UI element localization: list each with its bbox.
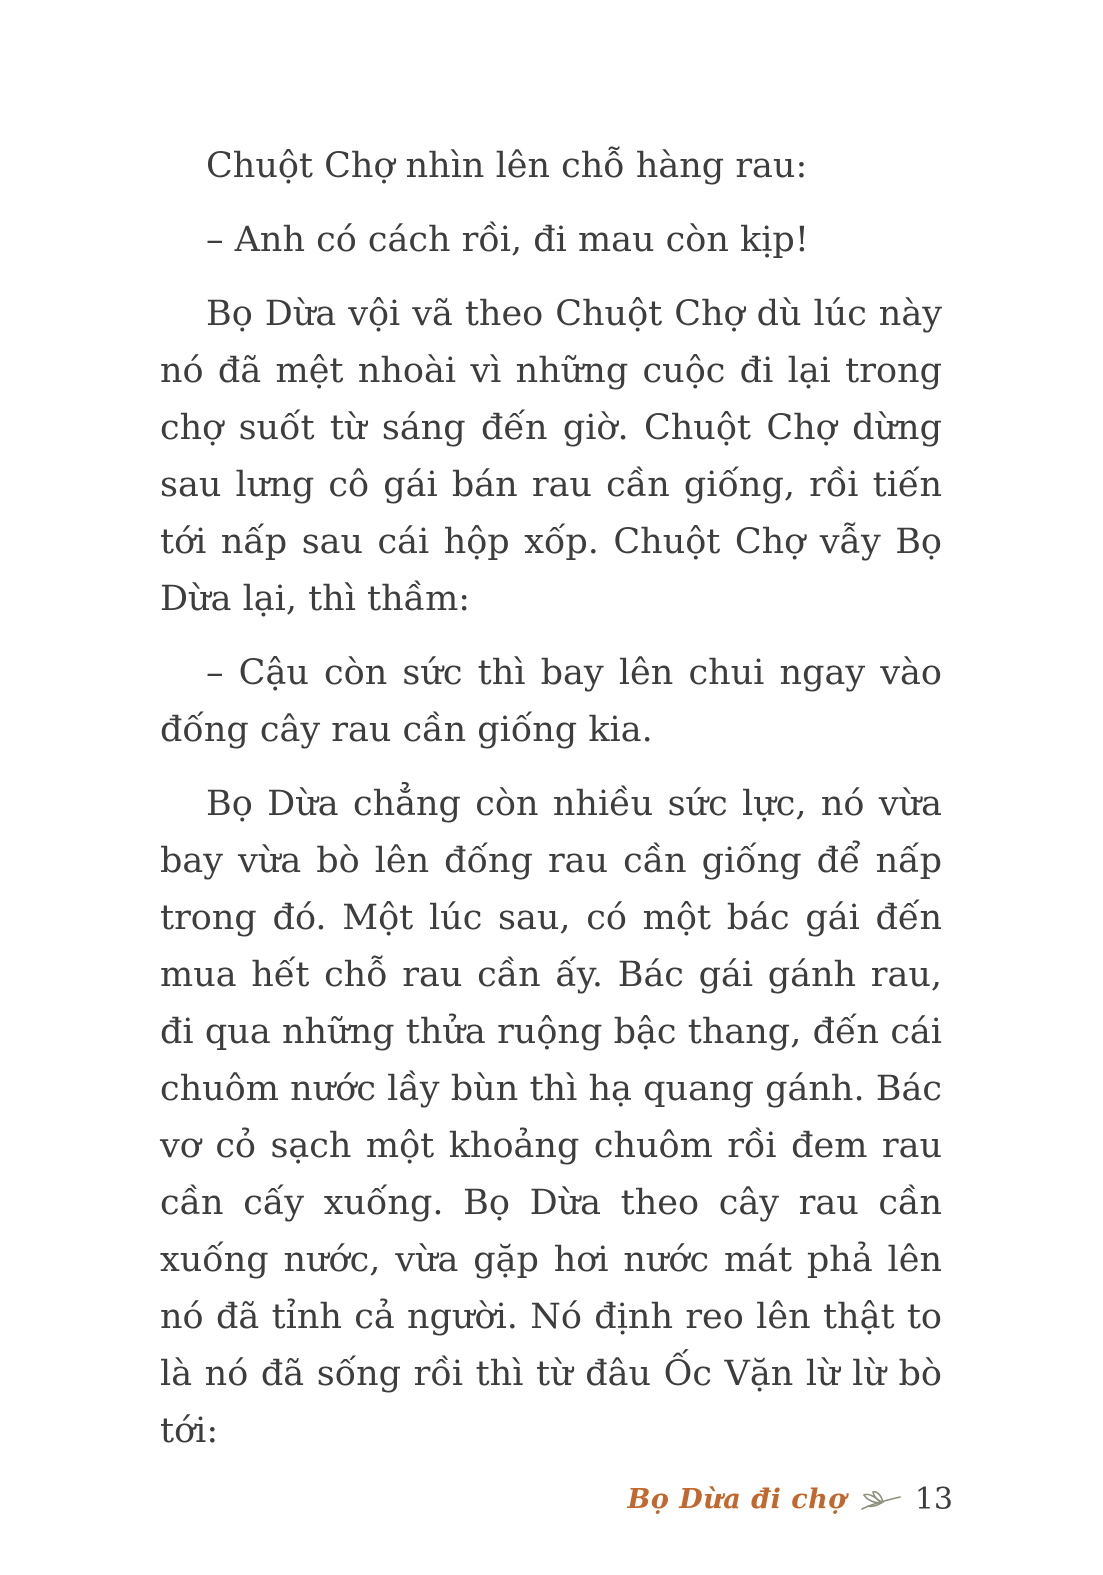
dragonfly-icon [859,1490,903,1516]
paragraph-dialogue: – Anh có cách rồi, đi mau còn kịp! [206,220,809,260]
page-footer [628,1482,953,1517]
paragraph: Bọ Dừa vội vã theo Chuột Chợ dù lúc này nó đã mệt nhoài vì những cuộc đi lại trong chợ suốt từ sáng đến giờ. Chuột Chợ dừng sau lưng cô gái bán rau cần giống, rồi tiến tới nấp sau cái hộp xốp. Chuột Chợ vẫy Bọ Dừa lại, thì thầm: [160,294,942,619]
paragraph: Chuột Chợ nhìn lên chỗ hàng rau: [206,146,808,186]
paragraph-dialogue: – Cậu còn sức thì bay lên chui ngay vào đống cây rau cần giống kia. [160,653,942,750]
page-body [160,138,942,1477]
page-number: 13 [914,1482,953,1517]
paragraph: Bọ Dừa chẳng còn nhiều sức lực, nó vừa bay vừa bò lên đống rau cần giống để nấp trong đó. Một lúc sau, có một bác gái đến mua hết chỗ rau cần ấy. Bác gái gánh rau, đi qua những thửa ruộng bậc thang, đến cái chuôm nước lầy bùn thì hạ quang gánh. Bác vơ cỏ sạch một khoảng chuôm rồi đem rau cần cấy xuống. Bọ Dừa theo cây rau cần xuống nước, vừa gặp hơi nước mát phả lên nó đã tỉnh cả người. Nó định reo lên thật to là nó đã sống rồi thì từ đâu Ốc Vặn lừ lừ bò tới: [160,784,942,1451]
running-title: Bọ Dừa đi chợ [627,1484,847,1515]
